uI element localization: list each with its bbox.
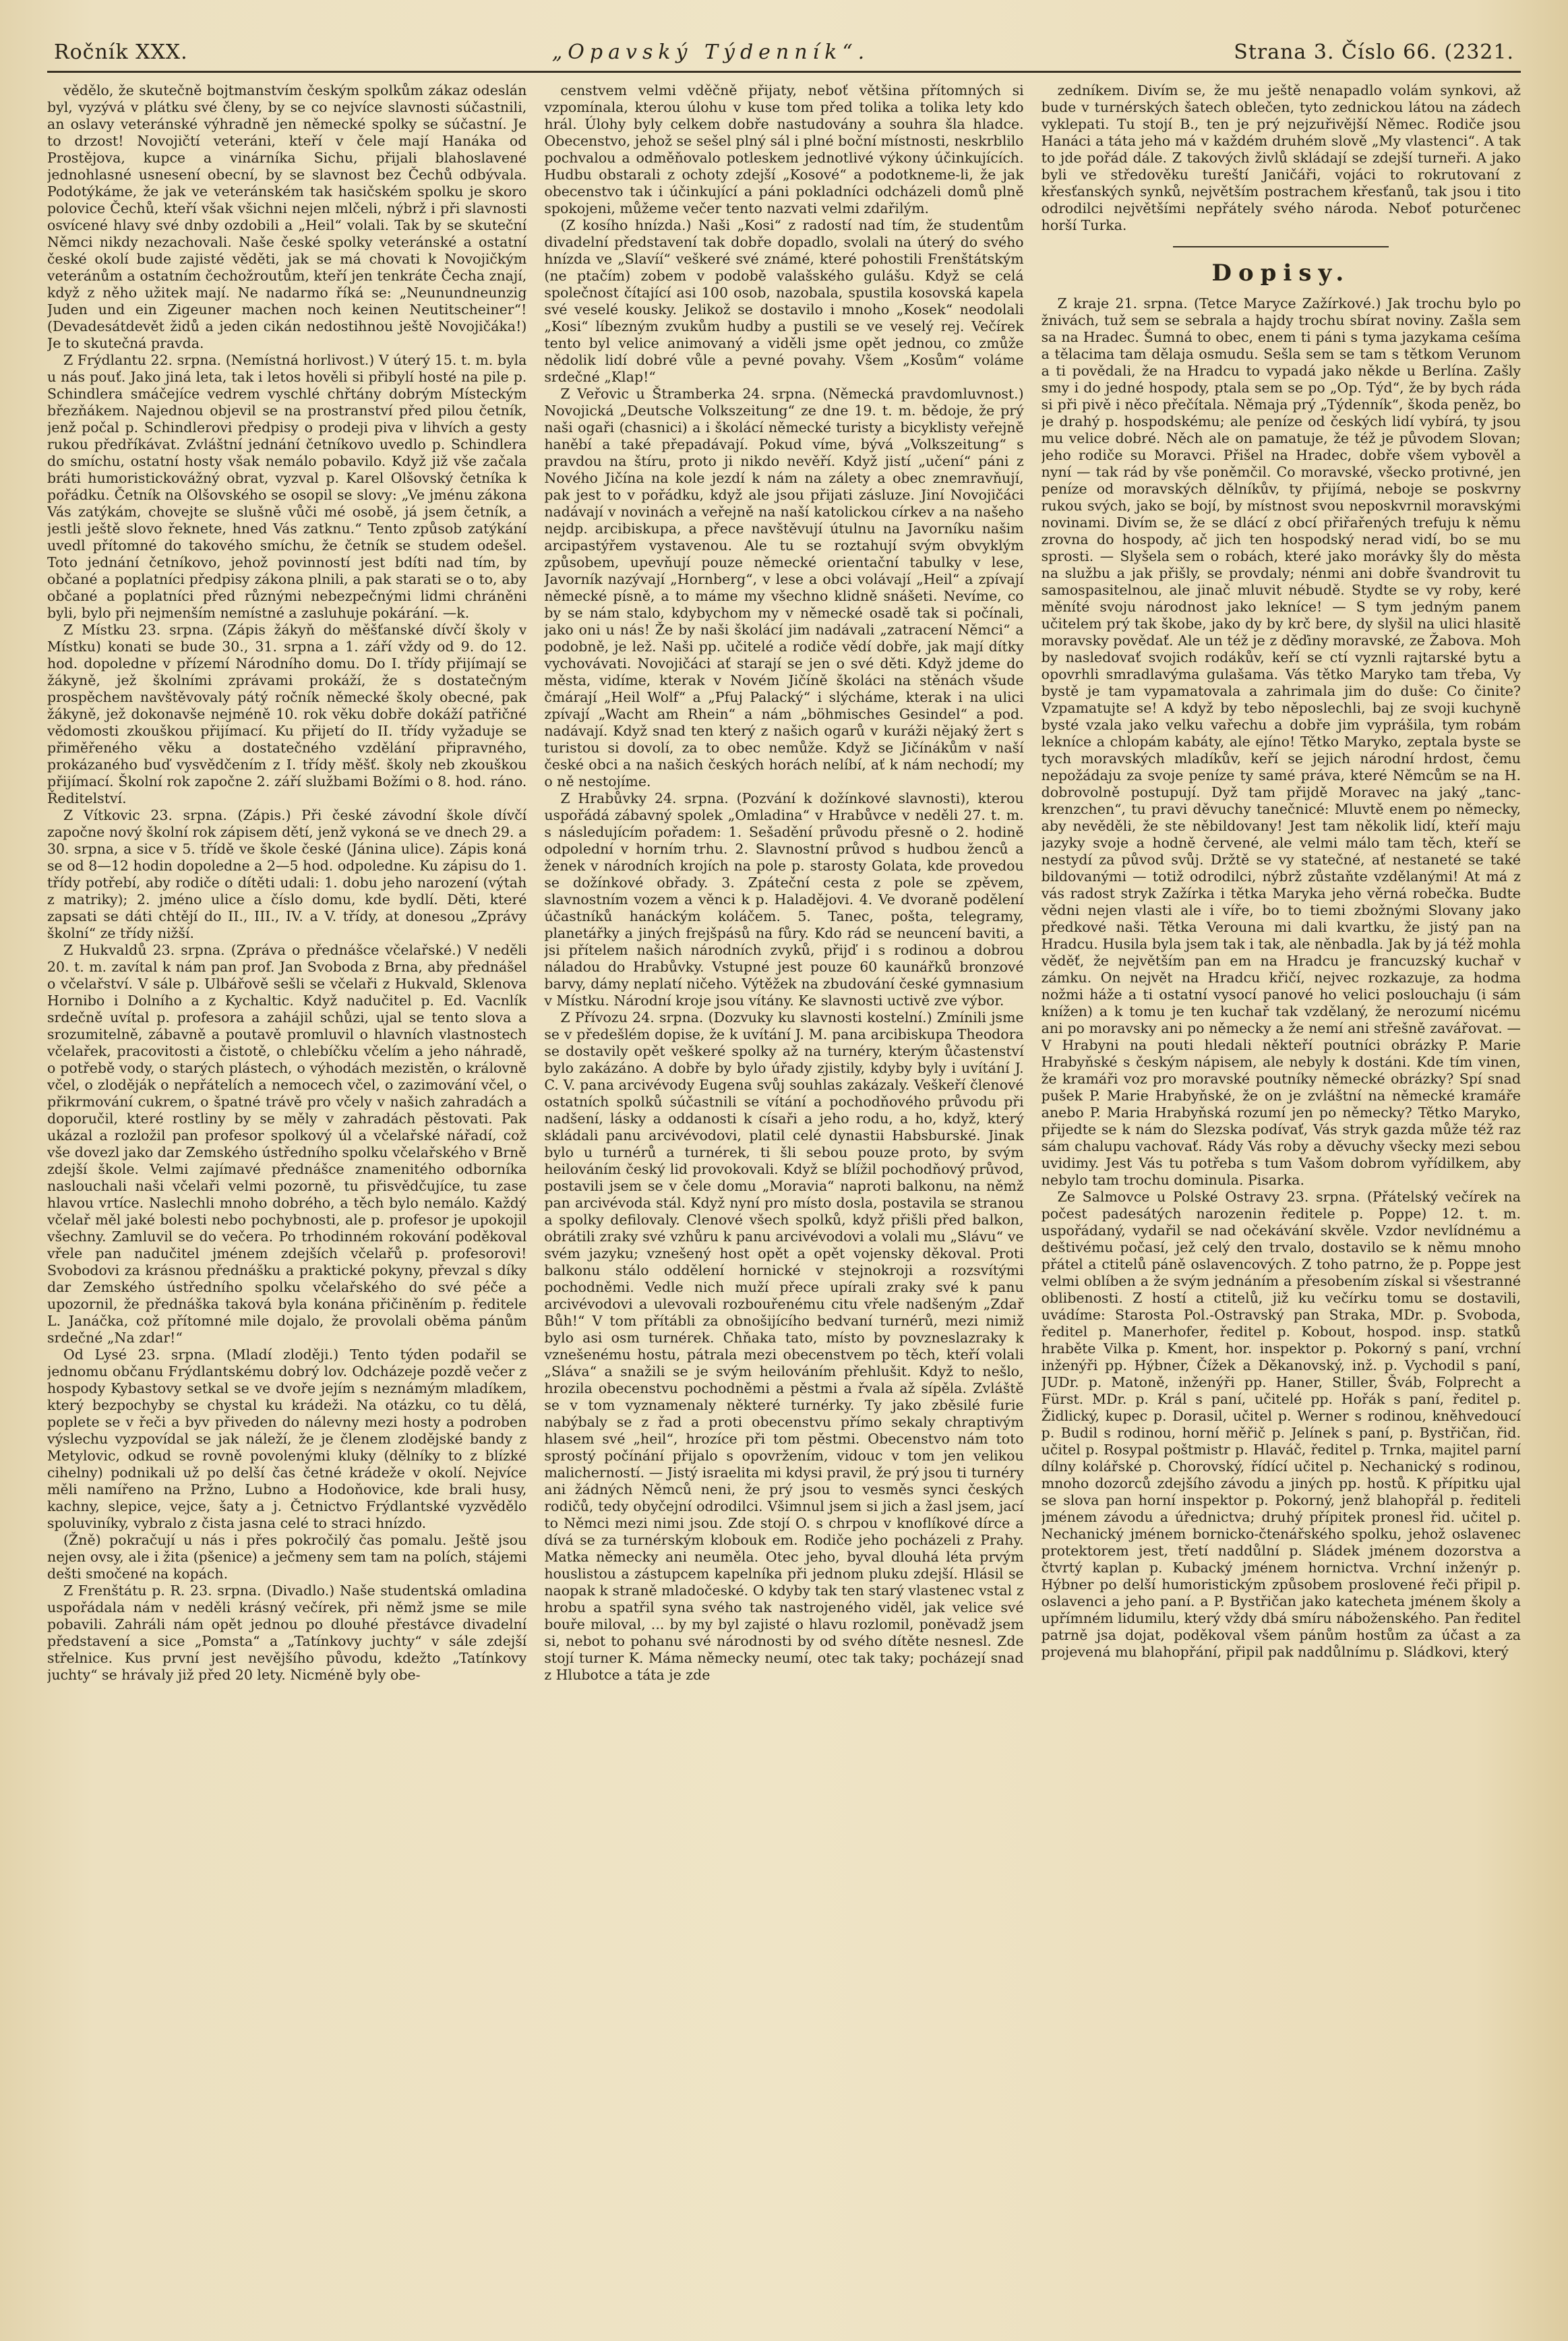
paragraph: Z Veřovic u Štramberka 24. srpna. (Německá pravdomluvnost.) Novojická „Deutsche Volkszeitung“ ze dne 19. t. m. bědoje, že prý naši ogaři (chasnici) a i školácí německé turisty a bicyklisty veřejně haněbí a také přepadávají. Pokud víme, bývá „Volkszeitung“ s pravdou na štíru, proto ji nikdo nevěří. Když jistí „učení“ páni z Nového Jičína na kole jezdí k nám na zálety a obec znemravňují, pak jest to v pořádku, když ale jsou přijati zásluze. Jiní Novojičáci nadávají v novinách a veřejně na naší katolickou církev a na našeho nejdp. arcibiskupa, a přece navštěvují útulnu na Javorníku našim arcipastýřem vystavenou. Ale tu se roztahují svým obvyklým způsobem, upevňují pouze německé orientační tabulky v lese, Javorník nazývají „Hornberg“, v lese a obci volávají „Heil“ a zpívají německé písně, a to máme my všechno klidně snášeti. Nevíme, co by se nám stalo, kdybychom my v německé osadě tak si počínali, jako oni u nás! Že by naši školácí jim nadávali „zatracení Němci“ a podobně, je lež. Naši pp. učitelé a rodiče vědí dobře, jak mají dítky vychovávati. Novojičáci ať starají se jen o své děti. Když jdeme do města, vidíme, kterak v Novém Jičíně školáci na stěnách všude čmárají „Heil Wolf“ a „Pfuj Palacký“ i slýcháme, kterak i na ulici zpívají „Wacht am Rhein“ a nám „böhmisches Gesindel“ a pod. nadávají. Když snad ten který z našich ogarů v kuráži nějaký žert s turistou si dovolí, za to obec nemůže. Když se Jičínákům v naší české obci a na našich českých horách nelíbí, ať k nám nechodí; my o ně nestojíme. bbox=[544, 386, 1024, 790]
paragraph: (Z kosího hnízda.) Naši „Kosi“ z radostí nad tím, že studentům divadelní představení tak dobře dopadlo, svolali na úterý do svého hnízda ve „Slavíí“ veškeré své známé, které pohostili Frenštátským (ne ptačím) zobem v podobě valašského gulášu. Když se celá společnost čítající asi 100 osob, nazobala, spustila kosovská kapela své veselé kousky. Jelikož se dostavilo i mnoho „Kosek“ neodolali „Kosi“ líbezným zvukům hudby a pustili se ve veselý rej. Večírek tento byl velice animovaný a viděli jsme opět jednou, co zmůže nědolik lidí dobré vůle a pevné povahy. Všem „Kosům“ voláme srdečné „Klap!“ bbox=[544, 217, 1024, 385]
volume-label: Ročník XXX. bbox=[54, 40, 188, 64]
paragraph: censtvem velmi vděčně přijaty, neboť většina přítomných si vzpomínala, kterou úlohu v kuse tom před tolika a tolika lety kdo hrál. Úlohy byly celkem dobře nastudovány a souhra šla hladce. Obecenstvo, jehož se sešel plný sál i plné boční místnosti, neskrblilo pochvalou a odměňovalo potleskem jednotlivé výkony účinkujících. Hudbu obstarali z ochoty zdejší „Kosové“ a podotkneme-li, že jak obecenstvo tak i účinkující a páni pokladníci odcházeli domů plně spokojeni, můžeme večer tento nazvati velmi zdařilým. bbox=[544, 82, 1024, 216]
paragraph: Z Vítkovic 23. srpna. (Zápis.) Při české závodní škole dívčí započne nový školní rok zápisem dětí, jenž vykoná se ve dnech 29. a 30. srpna, a sice v 5. třídě ve škole české (Jánina ulice). Zápis koná se od 8—12 hodin dopoledne a 2—5 hod. odpoledne. Ku zápisu do 1. třídy potřebí, aby rodiče o dítěti udali: 1. dobu jeho narození (výtah z matriky); 2. jméno ulice a číslo domu, kde bydlí. Děti, které zapsati se dáti chtějí do II., III., IV. a V. třídy, at donesou „Zprávy školní“ ze třídy nižší. bbox=[47, 807, 527, 941]
paragraph: vědělo, že skutečně bojtmanstvím českým spolkům zákaz odeslán byl, vyzývá v plátku své členy, by se co nejvíce slavnosti súčastnili, an oslavy veteránské výhradně jen německé spolky se súčastní. Je to drzost! Novojičtí veteráni, kteří v čele mají Hanáka od Prostějova, kupce a vinárníka Sichu, přijali blahoslavené jednohlasné usnesení obecní, by se slavnost bez Čechů odbývala. Podotýkáme, že jak ve veteránském tak hasičském spolku je skoro polovice Čechů, kteří však všichni nejen mlčeli, nýbrž i při slavnosti osvícené hlavy své dnby ozdobili a „Heil“ volali. Tak by se skuteční Němci nikdy nezachovali. Naše české spolky veteránské a ostatní české okolí bude zajisté věděti, jak se má chovati k Novojičkým veteránům a ostatním čechožroutům, kteří jen tenkráte Čecha znají, když z něho užitek mají. Ne nadarmo říká se: „Neunundneunzig Juden und ein Zigeuner machen noch keinen Neutitscheiner“! (Devadesátdevět židů a jeden cikán nedostihnou ještě Novojičáka!) Je to skutečná pravda. bbox=[47, 82, 527, 351]
paragraph: (Žně) pokračují u nás i přes pokročilý čas pomalu. Ještě jsou nejen ovsy, ale i žita (pšenice) a ječmeny sem tam na polích, stájemi dešti smočené na kopách. bbox=[47, 1532, 527, 1582]
paragraph: Z Místku 23. srpna. (Zápis žákyň do měšťanské dívčí školy v Místku) konati se bude 30., 31. srpna a 1. září vždy od 9. do 12. hod. dopoledne v přízemí Národního domu. Do I. třídy přijímají se žákyně, jež školními zprávami prokáží, že s dostatečným prospěchem navštěvovaly pátý ročník německé školy obecné, pak žákyně, jež dokonavše nejméně 10. rok věku dobře dokáží patřičné vědomosti zkouškou přijímací. Ku přijetí do II. třídy vyžaduje se přiměřeného věku a dostatečného vzdělání připravného, prokázaného buď vysvědčením z I. třídy měšť. školy neb zkouškou přijímací. Školní rok započne 2. září službami Božími o 8. hod. ráno. Ředitelství. bbox=[47, 622, 527, 806]
paragraph: Z Frenštátu p. R. 23. srpna. (Divadlo.) Naše studentská omladina uspořádala nám v neděli krásný večírek, při němž jsme se mile pobavili. Zahráli nám opět jednou po dlouhé přestávce divadelní představení a sice „Pomsta“ a „Tatínkovy juchty“ v sále zdejší střelnice. Kus první jest nevějšího původu, kdežto „Tatínkovy juchty“ se hrávaly již před 20 lety. Nicméně byly obe- bbox=[47, 1582, 527, 1683]
column-1 bbox=[47, 82, 526, 2301]
article-columns bbox=[47, 82, 1521, 2301]
paragraph: Z Frýdlantu 22. srpna. (Nemístná horlivost.) V úterý 15. t. m. byla u nás pouť. Jako jiná leta, tak i letos hověli si přibylí hosté na pile p. Schindlera smáčejíce vedrem vyschlé chřtány dobrým Místeckým březňákem. Najednou objevil se na prostranství před pilou četník, jenž počal p. Schindlerovi předpisy o prodeji piva v lihvích a gesty rukou předříkávat. Zvláštní jednání četníkovo uvedlo p. Schindlera do smíchu, ostatní hosty však nemálo pobavilo. Když již vše začala bráti humoristickovážný obrat, vyzval p. Karel Olšovský četníka k pořádku. Četník na Olšovského se osopil se slovy: „Ve jménu zákona Vás zatýkám, chovejte se slušně vůči mé osobě, já jsem četník, a jestli ještě slovo řeknete, hned Vás zatknu.“ Tento způsob zatýkání uvedl přítomné do takového smíchu, že četník se studem odešel. Toto jednání četníkovo, jehož povinností jest bdíti nad tím, by občané a poplatníci předpisy zákona plnili, a pak starati se o to, aby občané a poplatníci před různými nebezpečnými lidmi chráněni byli, bylo při nejmenším nemístné a zasluhuje pokárání. —k. bbox=[47, 352, 527, 621]
column-2 bbox=[544, 82, 1023, 2301]
page-header bbox=[47, 40, 1521, 73]
page-number: Strana 3. Číslo 66. (2321. bbox=[1234, 40, 1514, 64]
paragraph: Z Hukvaldů 23. srpna. (Zpráva o přednášce včelařské.) V neděli 20. t. m. zavítal k nám pan prof. Jan Svoboda z Brna, aby přednášel o včelařství. V sále p. Ulbářově sešli se včelaři z Hukvald, Sklenova Hornibo i Dolního a z Kychaltic. Když nadučitel p. Ed. Vacnlík srdečně uvítal p. profesora a zahájil schůzi, ujal se tento slova a srozumitelně, zábavně a poutavě promluvil o hlavních vlastnostech včelařek, pracovitosti a čistotě, o chlebíčku včelím a jeho náhradě, o potřebě vody, o starých plástech, o výhodách mezistěn, o královně včel, o zloděják o nepřátelích a nemocech včel, o zazimování včel, o přikrmování cukrem, o špatné trávě pro včely v našich zahradách a doporučil, které rostliny by se měly v zahradách pěstovati. Pak ukázal a rozložil pan profesor spolkový úl a včelařské nářadí, což vše dovezl jako dar Zemského ústředního spolku včelařského v Brně zdejší škole. Velmi zajímavé přednášce znamenitého odborníka naslouchali naši včelaři velmi pozorně, tu přisvědčujíce, tu zase hlavou vrtíce. Naslechli mnoho dobrého, a těch bylo nemálo. Každý včelař měl jaké bolesti nebo pochybnosti, ale p. profesor je upokojil všechny. Zamluvil se do večera. Po trhodinném rokování poděkoval vřele pan nadučitel jménem zdejších včelařů p. profesorovi! Svobodovi za krásnou přednášku a praktické pokyny, převzal s díky dar Zemského ústředního spolku včelařského do své péče a upozornil, že přednáška taková byla konána přičiněním p. ředitele L. Janáčka, což přítomné mile dojalo, že provolali oběma pánům srdečné „Na zdar!“ bbox=[47, 942, 527, 1346]
newspaper-title: „Opavský Týdenník“. bbox=[551, 40, 870, 64]
column-3 bbox=[1042, 82, 1521, 2301]
section-heading: Dopisy. bbox=[1211, 260, 1351, 287]
paragraph: Z Přívozu 24. srpna. (Dozvuky ku slavnosti kostelní.) Zmínili jsme se v předešlém dopise, že k uvítání J. M. pana arcibiskupa Theodora se dostavily opět veškeré spolky až na turnéry, kterým ůčastenství bylo zakázáno. A dobře by bylo úřady zjistily, kdyby byly i uvítání J. C. V. pana arcivévody Eugena svůj souhlas zakázaly. Veškeří členové ostatních spolků súčastnili se vítání a pochodňového průvodu při nadšení, lásky a oddanosti k císaři a jeho rodu, a ho, když, který skládali panu arcivévodovi, platil celé dynastii Habsburské. Jinak bylo u turnérů a turnérek, ti šli sebou pouze proto, by svým heilováním český lid provokovali. Když se blížil pochodňový průvod, postavili jsem se v čele domu „Moravia“ naproti balkonu, na němž pan arcivévoda stál. Když nyní pro místo dosla, postavila se stranou a spolky defilovaly. Clenové všech spolků, když přišli před balkon, obrátili zraky své vzhůru k panu arcivévodovi a volali mu „Slávu“ ve svém jazyku; vznešený host opět a opět vojensky děkoval. Proti balkonu stálo oddělení hornické v stejnokroji a rozsvítými pochodněmi. Vedle nich muží přece upírali zraky své k panu arcivévodovi a ulevovali rozbouřenému citu vřele nadšeným „Zdař Bůh!“ V tom přítábli za obnošijícího bedvaní turnérů, mezi nimiž bylo asi osm turnérek. Chňaka tato, místo by povzneslazraky k vznešenému hostu, pátrala mezi obecenstvem po těch, kteří volali „Sláva“ a snažili se je svým heilováním přehlušit. Když to nešlo, hrozila obecenstvu pochodněmi a pěstmi a řvala až sípěla. Zvláště se v tom vyznamenaly některé turnérky. Ty jako zběsilé furie nabýbaly se z řad a proti obecenstvu přímo sekaly chraptivým hlasem své „heil“, hrozíce při tom pěstmi. Obecenstvo nám toto sprostý počínání přijalo s opovržením, vidouc v tom jen velikou malicherností. — Jistý israelita mi kdysi pravil, že prý jsou ti turnéry ani žádných Němců neni, že prý jsou to vesměs synci českých rodičů, tedy obyčejní odrodilci. Všimnul jsem si jich a žasl jsem, jací to Němci mezi nimi jsou. Zde stojí O. s chrpou v knoflíkové dírce a dívá se za turnérským klobouk em. Rodiče jeho pocházeli z Prahy. Matka německy ani neuměla. Otec jeho, byval dlouhá léta prvým houslistou a zástupcem kapelníka při jednom pluku zdejší. Hlásil se naopak k straně mladočeské. O kdyby tak ten starý vlastenec vstal z hrobu a spatřil syna svého tak nastrojeného viděl, jak velice své bouře miloval, ... by my byl zajisté o hlavu rozlomil, poněvadž jsem si, nebot to pohanu své národnosti by od svého dítěte nesnesl. Zde stojí turner K. Máma německy neumí, otec tak taky; pocházejí snad z Hlubotce a táta je zde bbox=[544, 1009, 1024, 1683]
paragraph: Od Lysé 23. srpna. (Mladí zloději.) Tento týden podařil se jednomu občanu Frýdlantskému dobrý lov. Odcházeje pozdě večer z hospody Kybastovy setkal se ve dvoře jejím s neznámým mladíkem, který bezpochyby se chystal ku krádeži. Na otázku, co tu dělá, poplete se v řeči a byv přiveden do nálevny mezi hosty a podroben výslechu vyzpovídal se jak náleží, že je členem zlodějské bandy z Metylovic, odkud se rovně povolenými kluky (dělníky to z blízké cihelny) podnikali už po delší čas četné krádeže v okolí. Nejvíce měli namířeno na Pržno, Lubno a Hodoňovice, kde brali husy, kachny, slepice, vejce, šaty a j. Četnictvo Frýdlantské vyzvědělo spoluviníky, vybralo z čista jasna celé to straci hnízdo. bbox=[47, 1346, 527, 1531]
paragraph: Z kraje 21. srpna. (Tetce Maryce Zažírkové.) Jak trochu bylo po žnivách, tuž sem se sebrala a hajdy trochu sbírat noviny. Zašla sem sa na Hradec. Šumná to obec, enem ti páni s tyma jazykama cešíma a tělacima tam dělaja osmudu. Sešla sem se tam s tětkom Verunom a ti povědali, že na Hradcu to vypadá jako někde u Berlína. Zašly smy i do jedné hospody, ptala sem se po „Op. Týd“, že by bych ráda si při pivě i něco přečítala. Němaja prý „Týdenník“, škoda peněz, bo je drahý p. hospodskému; ale peníze od českých lidí vybírá, ty jsou mu velice dobré. Něch ale on pamatuje, že též je původem Slovan; jeho rodiče su Moravci. Přišel na Hradec, dobře všem vybověl a nyní — tak rád by vše poněmčil. Co moravské, všecko protivné, jen peníze od moravských dělníkův, ty přijímá, neboje se poskvrny rukou svých, jako se bojí, by místnost svou neposkvrnil moravskými novinami. Divím se, že se dlácí z obcí přiřařených trefuju k němu zrovna do hospody, ač jich ten hospodský nerad vidí, bo se mu sprosti. — Slyšela sem o robách, které jako morávky šly do města na službu a jak přišly, se provdaly; nénmi ani dobře švandrovit tu samospasitelnou, ale jinač mluvit nébudě. Stydte se vy roby, keré měníté svoju národnost jako lekníce! — S tym jedným panem učitelem prý tak škobe, jako dy by krč bere, dy slyšil na ulici hlasitě moravsky povědať. Ale un též je z děďiny moravské, ze Žabova. Moh by nasledovať svojich rodákův, keří se ctí vyznli rajtarské bytu a opovrhli smradlavýma gulašama. Vás tětko Maryko tam třeba, Vy bystě je tam vypamatovala a zahrimala jim do duše: Co činite? Vzpamatujte se! A když by tebo něposlechli, baj ze svoji kuchyně bysté vzala jako velku vařechu a dobře jim vyprášila, tym robám lekníce a chlopám kabáty, ale ejíno! Tětko Maryko, zeptala byste se tych moravských mladíkův, keří se jejich národní hrdost, čemu nepožádaju za svoje peníze ty samé práva, které Němcům se na H. dobrovolně postupují. Dyž tam přijdě Moravec na jaký „tanc-krenzchen“, tu pravi děvuchy tanečnicé: Mluvtě enem po německy, aby nevěděli, že ste něbildovany! Jest tam několik lidí, kteří maju jazyky svoje a hodně červené, ale velmi málo tam těch, kteří se nestydí za původ svůj. Držtě se vy statečné, ať nestaneté se také bildovanými — totiž odrodilci, nýbrž zůstaňte vzdělanými! At má z vás radost stryk Zažírka i tětka Maryka jeho věrná robečka. Budte vědni nejen vlasti ale i víře, bo to tiemi zbožnými Slovany jako předkové naši. Tětka Verouna mi dali kvartku, že jistý pan na Hradcu. Husila byla jsem tak i tak, ale něnbadla. Jak by já též mohla věděť, že největším pan em na Hradcu je francuzský kuchař v zámku. On největ na Hradcu křičí, nejvec rozkazuje, za hodma nožmi háže a ti ostatní vysocí panové ho velici poslouchaju (i sám knížen) a k tomu je ten kuchař tak vzdělaný, že nerozumí nicému ani po moravsky ani po německy a že nemí ani střešně zavářovat. — V Hrabyni na pouti hledali někteří poutníci obrázky P. Marie Hrabyňské s českým nápisem, ale nebyly k dostáni. Kde tím vinen, že kramáři voz pro moravské poutníky německé obrázky? Spí snad pušek P. Marie Hrabyňské, že on je zvláštní na německé kramáře anebo P. Maria Hrabyňská rozumí jen po německy? Tětko Maryko, přijedte se k nám do Slezska podívať, Vás stryk gazda může též raz sám chalupu vachovať. Rády Vás roby a děvuchy všecky mezi sebou uvidimy. Jest Vás tu potřeba s tum Vašom dobrom vyřídilkem, aby nebylo tam trochu dominula. Pisarka. bbox=[1041, 295, 1521, 1188]
paragraph: zedníkem. Divím se, že mu ještě nenapadlo volám synkovi, až bude v turnérských šatech oblečen, tyto zednickou látou na zádech vyklepati. Tu stojí B., ten je prý nejzuřivější Němec. Rodiče jsou Hanáci a táta jeho má v každém druhém slově „My vlastenci“. A tak to jde pořád dále. Z takových živlů skládají se zdejší turneři. A jako byli ve středověku tureští Janičáři, vojáci to rokrutovaní z křesťanských synků, největším postrachem křesťanů, tak jsou i tito odrodilci největšími nepřátely svého národa. Neboť poturčenec horší Turka. bbox=[1041, 82, 1521, 233]
paragraph: Ze Salmovce u Polské Ostravy 23. srpna. (Přátelský večírek na počest padesátých narozenin ředitele p. Poppe) 12. t. m. uspořádaný, vydařil se nad očekávání skvěle. Vzdor nevlídnému a deštivému počasí, jež celý den trvalo, dostavilo se k němu mnoho přátel a ctitelů páně oslavencových. Z toho patrno, že p. Poppe jest velmi oblíben a že svým jednáním a přesobením získal si všestranné oblibenosti. Z hostí a ctitelů, již ku večírku tomu se dostavili, uvádíme: Starosta Pol.-Ostravský pan Straka, MDr. p. Svoboda, ředitel p. Manerhofer, ředitel p. Kobout, hospod. insp. statků hraběte Vilka p. Kment, hor. inspektor p. Pokorný s paní, vrchní inženýři pp. Hýbner, Čížek a Děkanovský, inž. p. Vychodil s paní, JUDr. p. Matoně, inženýři pp. Haner, Stiller, Šváb, Folprecht a Fürst. MDr. p. Král s paní, učitelé pp. Hořák s paní, ředitel p. Židlický, kupec p. Dorasil, učitel p. Werner s rodinou, kněhvedoucí p. Budil s rodinou, horní měřič p. Jelínek s paní, p. Bystřičan, řid. učitel p. Rosypal poštmistr p. Hlaváč, ředitel p. Trnka, majitel parní dílny kolářské p. Chorovský, řídící učitel p. Nechanický s rodinou, mnoho dozorců zdejšího závodu a jiných pp. hostů. K přípitku ujal se slova pan horní inspektor p. Pokorný, jenž blahopřál p. řediteli jménem závodu a úřednictva; druhý přípitek pronesl řid. učitel p. Nechanický jménem bornicko-čtenářského spolku, jehož oslavenec protektorem jest, třetí naddůlní p. Sládek jménem dozorstva a čtvrtý kaplan p. Kubacký jménem hornictva. Vrchní inženýr p. Hýbner po delší humoristickým způsobem proslovené řeči připil p. oslavenci a jeho paní. a P. Bystřičan jako katecheta jménem školy a upřímném lidumilu, který vždy dbá smíru náboženského. Pan ředitel patrně jsa dojat, poděkoval všem pánům hostům za účast a za projevená mu blahopřání, připil pak naddůlnímu p. Sládkovi, který bbox=[1041, 1189, 1521, 1660]
paragraph: Z Hrabůvky 24. srpna. (Pozvání k dožínkové slavnosti), kterou uspořádá zábavný spolek „Omladina“ v Hrabůvce v neděli 27. t. m. s následujícím pořadem: 1. Sešadění průvodu přesně o 2. hodině odpolední v horním trhu. 2. Slavnostní průvod s hudbou ženců a ženek v národních krojích na pole p. starosty Golata, kde provedou se dožínkové obřady. 3. Zpáteční cesta z pole se zpěvem, slavnostním vozem a věnci k p. Haladějovi. 4. Ve dvoraně podělení účastníků hanáckým koláčem. 5. Tanec, pošta, telegramy, planetářky a jiných frejšpásů na fůry. Kdo rád se neuncení baviti, a jsi přítelem našich národních zvyků, přijď i s rodinou a dobrou náladou do Hrabůvky. Vstupné jest pouze 60 kaunářků bronzové barvy, dámy neplatí ničeho. Výtěžek na zbudování české gymnasium v Místku. Národní kroje jsou vítány. Ke slavnosti uctivě zve výbor. bbox=[544, 790, 1024, 1009]
section-divider bbox=[1173, 246, 1389, 247]
